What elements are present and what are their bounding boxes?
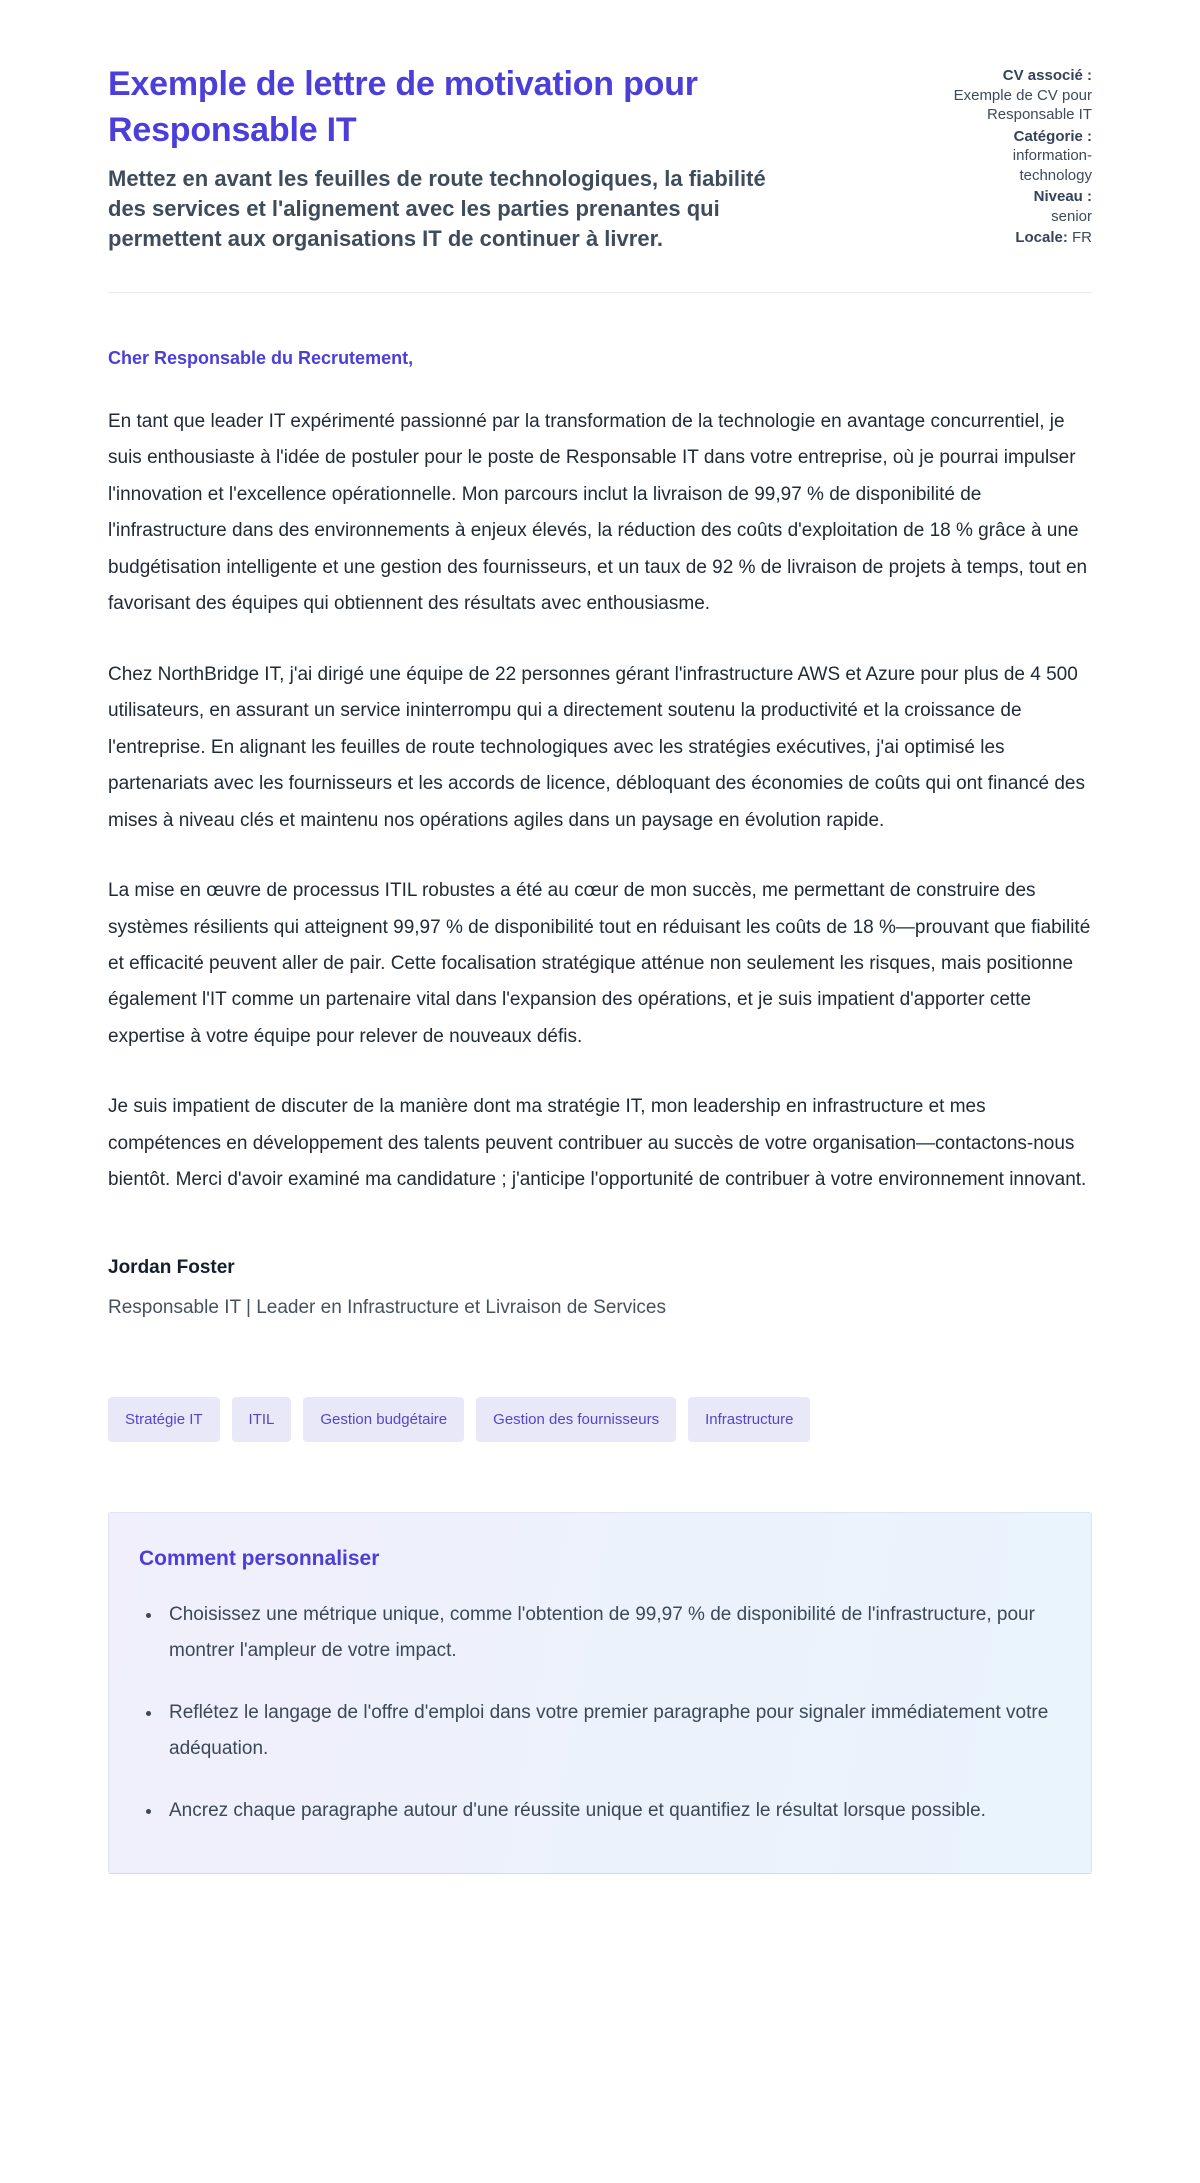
signature-title: Responsable IT | Leader en Infrastructure et Livraison de Services [108,1296,666,1318]
letter-paragraph: En tant que leader IT expérimenté passionné par la transformation de la technologie en avantage concurrentiel, je suis enthousiaste à l'idée de postuler pour le poste de Responsable IT dans votre entreprise, où je pourrai impulser l'innovation et l'excellence opérationnelle. Mon parcours inclut la livraison de 99,97 % de disponibilité de l'infrastructure dans des environnements à enjeux élevés, la réduction des coûts d'exploitation de 18 % grâce à une budgétisation intelligente et une gestion des fournisseurs, et un taux de 92 % de livraison de projets à temps, tout en favorisant des équipes qui obtiennent des résultats avec enthousiasme. [108,410,1088,615]
meta-value: Exemple de CV pour Responsable IT [953,86,1092,123]
header-left [108,62,942,254]
page-subtitle: Mettez en avant les feuilles de route technologiques, la fiabilité des services et l'alignement avec les parties prenantes qui permettent aux organisations IT de continuer à livrer. [108,165,766,251]
letter-paragraph: La mise en œuvre de processus ITIL robustes a été au cœur de mon succès, me permettant de construire des systèmes résilients qui atteignent 99,97 % de disponibilité tout en réduisant les coûts de 18 %—prouvant que fiabilité et efficacité peuvent aller de pair. Cette focalisation stratégique atténue non seulement les risques, mais positionne également l'IT comme un partenaire vital dans l'expansion des opérations, et je suis impatient d'apporter cette expertise à votre équipe pour relever de nouveaux défis. [108,880,1091,1047]
meta-entry-niveau [942,187,1092,226]
page-header [108,62,1092,254]
signature-name: Jordan Foster [108,1256,235,1278]
meta-value: senior [1051,207,1092,225]
meta-entry-cv-associe [942,66,1092,125]
cover-letter [108,347,1092,1319]
letter-paragraph: Chez NorthBridge IT, j'ai dirigé une équipe de 22 personnes gérant l'infrastructure AWS et Azure pour plus de 4 500 utilisateurs, en assurant un service ininterrompu qui a directement soutenu la productivité et la croissance de l'entreprise. En alignant les feuilles de route technologiques avec les stratégies exécutives, j'ai optimisé les partenariats avec les fournisseurs et les accords de licence, débloquant des économies de coûts qui ont financé des mises à niveau clés et maintenu nos opérations agiles dans un paysage en évolution rapide. [108,663,1085,831]
meta-label: Catégorie : [1013,127,1092,145]
header-divider [108,292,1092,293]
tip-item: • Reflétez le langage de l'offre d'emploi dans votre premier paragraphe pour signaler immédiatement votre adéquation. [163,1695,1061,1767]
meta-entry-locale [942,228,1092,248]
signature-block [108,1257,1092,1319]
meta-label: Niveau : [1033,188,1092,205]
tag-infrastructure: Infrastructure [688,1397,810,1442]
tag-gestion-fournisseurs: Gestion des fournisseurs [476,1397,676,1442]
meta-label: CV associé : [1002,67,1092,84]
tip-item: • Ancrez chaque paragraphe autour d'une réussite unique et quantifiez le résultat lorsque possible. [163,1793,1061,1829]
tag-strategie-it: Stratégie IT [108,1397,220,1442]
personalization-tips-box [108,1512,1092,1874]
tips-list [139,1597,1061,1829]
letter-paragraph: Je suis impatient de discuter de la manière dont ma stratégie IT, mon leadership en infrastructure et mes compétences en développement des talents peuvent contribuer au succès de votre organisation—contactons-nous bientôt. Merci d'avoir examiné ma candidature ; j'anticipe l'opportunité de contribuer à votre environnement innovant. [108,1096,1087,1191]
skill-tags [108,1397,1092,1442]
tip-item: • Choisissez une métrique unique, comme l'obtention de 99,97 % de disponibilité de l'infrastructure, pour montrer l'ampleur de votre impact. [163,1597,1061,1669]
page-title: Exemple de lettre de motivation pour Responsable IT [108,65,698,149]
tag-itil: ITIL [232,1397,292,1442]
letter-greeting: Cher Responsable du Recrutement, [108,347,414,368]
meta-value: FR [1072,229,1092,246]
cv-meta-block [942,62,1092,250]
tag-gestion-budgetaire: Gestion budgétaire [303,1397,464,1442]
meta-value: information-technology [1012,147,1092,184]
meta-label: Locale: [1015,229,1068,246]
page-container [108,0,1092,1964]
tips-title: Comment personnaliser [139,1546,380,1570]
meta-entry-categorie [942,127,1092,186]
